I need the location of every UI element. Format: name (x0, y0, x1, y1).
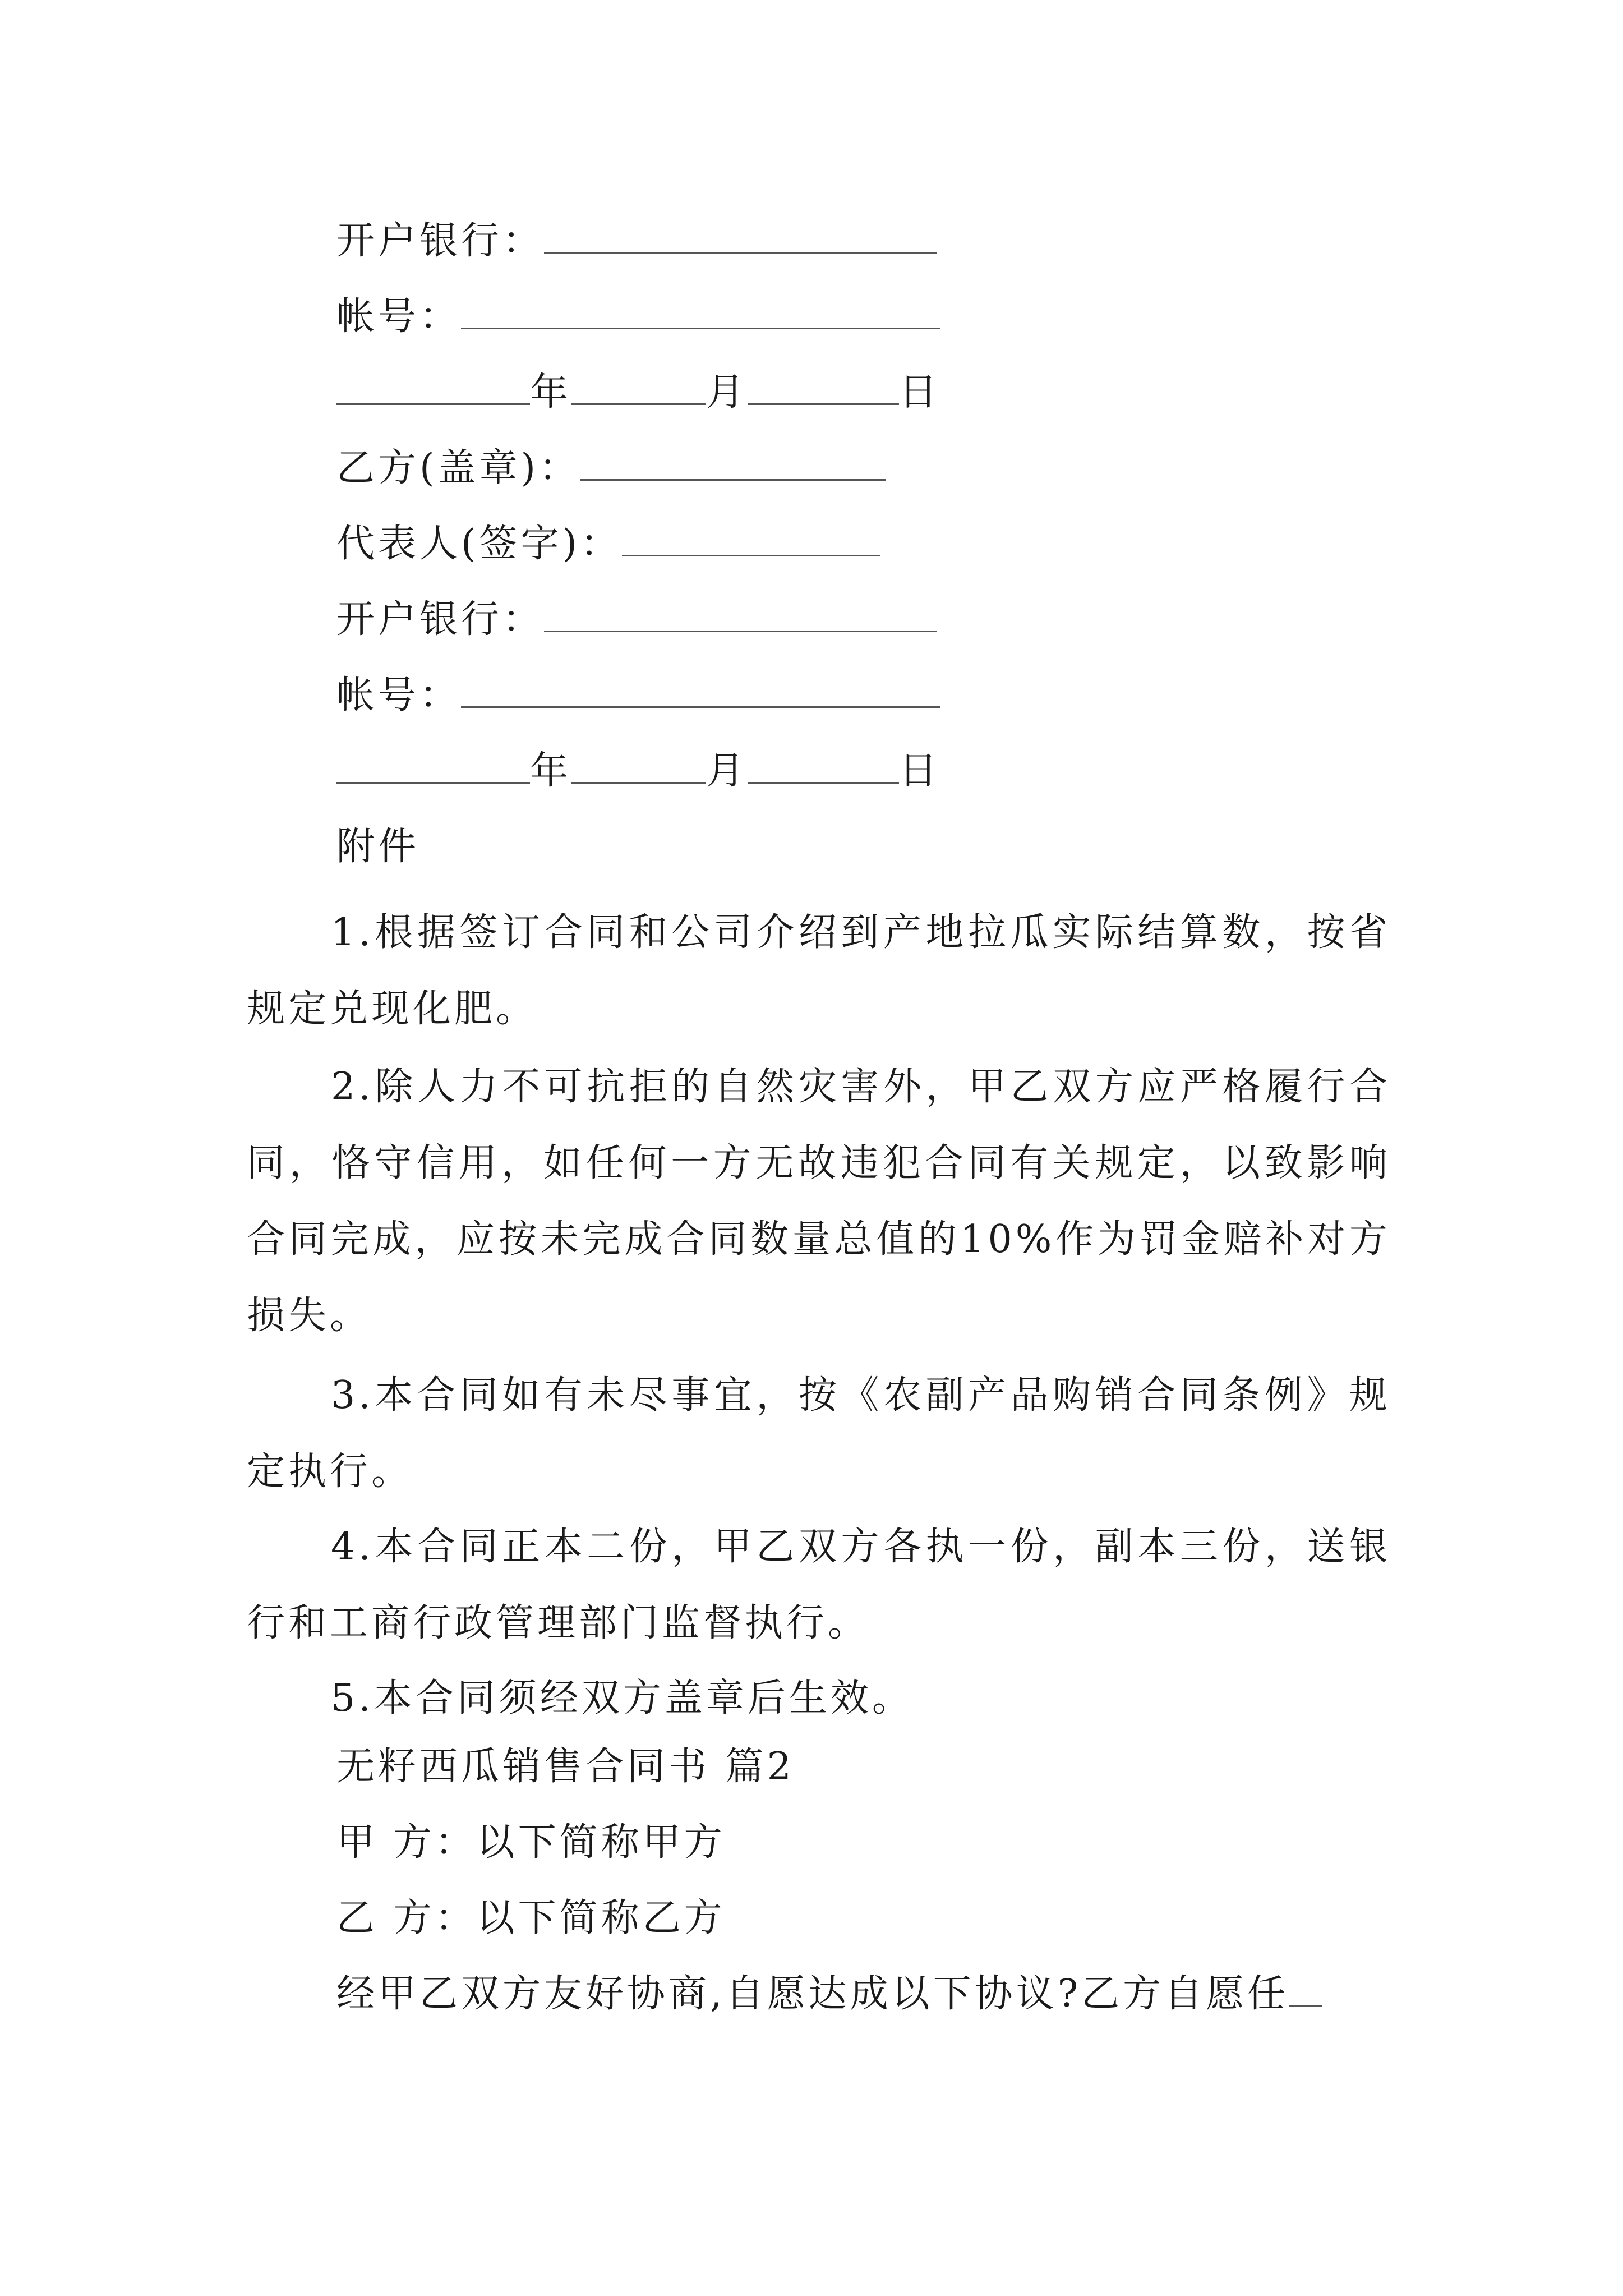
party-a-year-label: 年 (530, 370, 572, 415)
contract2-party-b: 乙 方：以下简称乙方 (336, 1896, 726, 1940)
party-a-account-label: 帐号： (336, 295, 462, 339)
party-b-bank-label: 开户银行： (336, 597, 545, 642)
party-b-representative-row (336, 516, 880, 572)
party-a-day-blank (748, 372, 899, 405)
party-b-seal-row (336, 440, 886, 496)
party-a-month-label: 月 (706, 370, 748, 415)
party-a-month-blank (571, 372, 706, 405)
party-a-bank-blank (544, 220, 937, 254)
party-b-bank-blank (544, 599, 937, 632)
party-b-seal-label: 乙方(盖章)： (336, 446, 581, 490)
party-b-representative-label: 代表人(签字)： (336, 522, 623, 566)
party-a-account-blank (461, 296, 940, 329)
party-b-bank-row (336, 592, 937, 648)
party-a-day-label: 日 (899, 370, 941, 415)
party-a-bank-row (336, 213, 937, 269)
contract2-intro-blank (1289, 1973, 1322, 2007)
party-b-seal-blank (580, 448, 886, 481)
party-b-year-label: 年 (530, 749, 572, 793)
party-b-month-blank (571, 751, 706, 784)
party-a-date-row (336, 365, 940, 421)
party-b-account-row (336, 668, 940, 724)
contract2-title: 无籽西瓜销售合同书 篇2 (336, 1745, 795, 1789)
attachment-item-3: 3.本合同如有未尽事宜，按《农副产品购销合同条例》规定执行。 (247, 1373, 1391, 1494)
party-a-bank-label: 开户银行： (336, 219, 545, 263)
party-b-account-label: 帐号： (336, 673, 462, 717)
party-b-month-label: 月 (706, 749, 748, 793)
party-b-date-row (336, 743, 940, 799)
attachment-item-4: 4.本合同正本二份，甲乙双方各执一份，副本三份，送银行和工商行政管理部门监督执行。 (247, 1525, 1391, 1645)
attachment-item-5: 5.本合同须经双方盖章后生效。 (331, 1676, 914, 1720)
contract2-intro-row (336, 1966, 1322, 2022)
party-a-year-blank (336, 372, 530, 405)
attachment-heading: 附件 (336, 825, 420, 869)
party-b-year-blank (336, 751, 530, 784)
contract2-party-a: 甲 方：以下简称甲方 (336, 1820, 726, 1865)
party-b-representative-blank (622, 523, 880, 556)
contract2-intro: 经甲乙双方友好协商,自愿达成以下协议?乙方自愿任 (336, 1972, 1289, 2016)
attachment-item-1: 1.根据签订合同和公司介绍到产地拉瓜实际结算数，按省规定兑现化肥。 (247, 910, 1391, 1031)
party-b-day-blank (748, 751, 899, 784)
party-b-day-label: 日 (899, 749, 941, 793)
party-b-account-blank (461, 675, 940, 708)
party-a-account-row (336, 289, 940, 345)
attachment-item-2: 2.除人力不可抗拒的自然灾害外，甲乙双方应严格履行合同，恪守信用，如任何一方无故违犯合同有关规定，以致影响合同完成，应按未完成合同数量总值的10%作为罚金赔补对方损失。 (247, 1065, 1391, 1338)
